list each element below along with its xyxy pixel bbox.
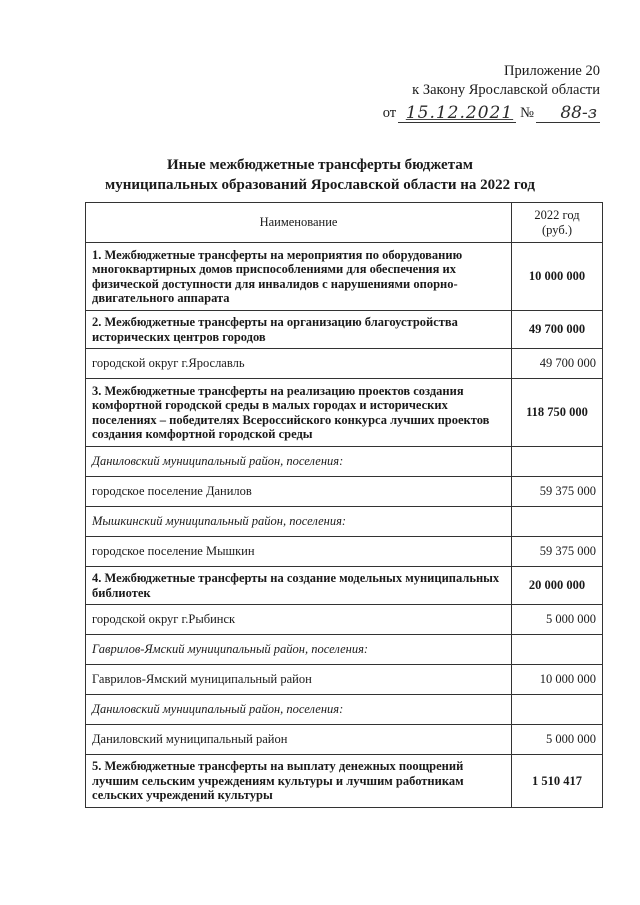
row-amount: 5 000 000 (512, 725, 603, 755)
number-prefix: № (520, 105, 534, 121)
column-header-name: Наименование (86, 203, 512, 243)
row-name: 1. Межбюджетные трансферты на мероприятия по оборудованию многоквартирных домов приспособлениями для обеспечения их физической доступности для инвалидов с нарушениями опорно-двигательного аппарата (86, 243, 512, 311)
row-amount: 49 700 000 (512, 349, 603, 379)
row-name: Мышкинский муниципальный район, поселения: (86, 507, 512, 537)
row-amount: 59 375 000 (512, 477, 603, 507)
date-prefix: от (382, 105, 397, 121)
table-row (86, 755, 603, 808)
row-name: Даниловский муниципальный район, поселения: (86, 695, 512, 725)
table-row (86, 243, 603, 311)
table-row (86, 567, 603, 605)
row-amount (512, 695, 603, 725)
handwritten-number: 88-з (536, 104, 600, 123)
row-amount: 59 375 000 (512, 537, 603, 567)
row-amount: 10 000 000 (512, 665, 603, 695)
row-amount (512, 635, 603, 665)
row-name: Гаврилов-Ямский муниципальный район, поселения: (86, 635, 512, 665)
table-header-row (86, 203, 603, 243)
column-header-amount (512, 203, 603, 243)
table-row (86, 635, 603, 665)
row-amount: 20 000 000 (512, 567, 603, 605)
table-row (86, 537, 603, 567)
row-name: Даниловский муниципальный район, поселения: (86, 447, 512, 477)
row-name: 3. Межбюджетные трансферты на реализацию проектов создания комфортной городской среды в малых городах и исторических поселениях – победителях Всероссийского конкурса лучших проектов создания комфортной городской среды (86, 379, 512, 447)
row-name: 2. Межбюджетные трансферты на организацию благоустройства исторических центров городов (86, 311, 512, 349)
row-name: городской округ г.Ярославль (86, 349, 512, 379)
row-amount: 49 700 000 (512, 311, 603, 349)
table-row (86, 665, 603, 695)
title-line-2: муниципальных образований Ярославской области на 2022 год (105, 177, 535, 193)
table-row (86, 311, 603, 349)
row-amount: 5 000 000 (512, 605, 603, 635)
table-row (86, 507, 603, 537)
row-name: городское поселение Данилов (86, 477, 512, 507)
row-name: городское поселение Мышкин (86, 537, 512, 567)
row-name: Даниловский муниципальный район (86, 725, 512, 755)
row-name: городской округ г.Рыбинск (86, 605, 512, 635)
amount-header-year: 2022 год (534, 208, 580, 222)
table-row (86, 725, 603, 755)
row-name: Гаврилов-Ямский муниципальный район (86, 665, 512, 695)
table-row (86, 447, 603, 477)
row-name: 5. Межбюджетные трансферты на выплату денежных поощрений лучшим сельским учреждениям культуры и лучшим работникам сельских учреждений культуры (86, 755, 512, 808)
row-amount (512, 507, 603, 537)
handwritten-date: 15.12.2021 (398, 104, 516, 123)
title-line-1: Иные межбюджетные трансферты бюджетам (167, 157, 473, 173)
amount-header-unit: (руб.) (542, 222, 572, 237)
table-row (86, 695, 603, 725)
appendix-law-ref: к Закону Ярославской области (412, 82, 600, 98)
table-row (86, 477, 603, 507)
appendix-header (383, 62, 600, 123)
table-row (86, 605, 603, 635)
row-name: 4. Межбюджетные трансферты на создание модельных муниципальных библиотек (86, 567, 512, 605)
transfers-table (85, 202, 603, 808)
appendix-title: Приложение 20 (504, 63, 600, 79)
document-title (0, 155, 640, 195)
row-amount (512, 447, 603, 477)
row-amount: 10 000 000 (512, 243, 603, 311)
row-amount: 118 750 000 (512, 379, 603, 447)
table-row (86, 349, 603, 379)
date-number-line (383, 104, 600, 123)
row-amount: 1 510 417 (512, 755, 603, 808)
table-row (86, 379, 603, 447)
